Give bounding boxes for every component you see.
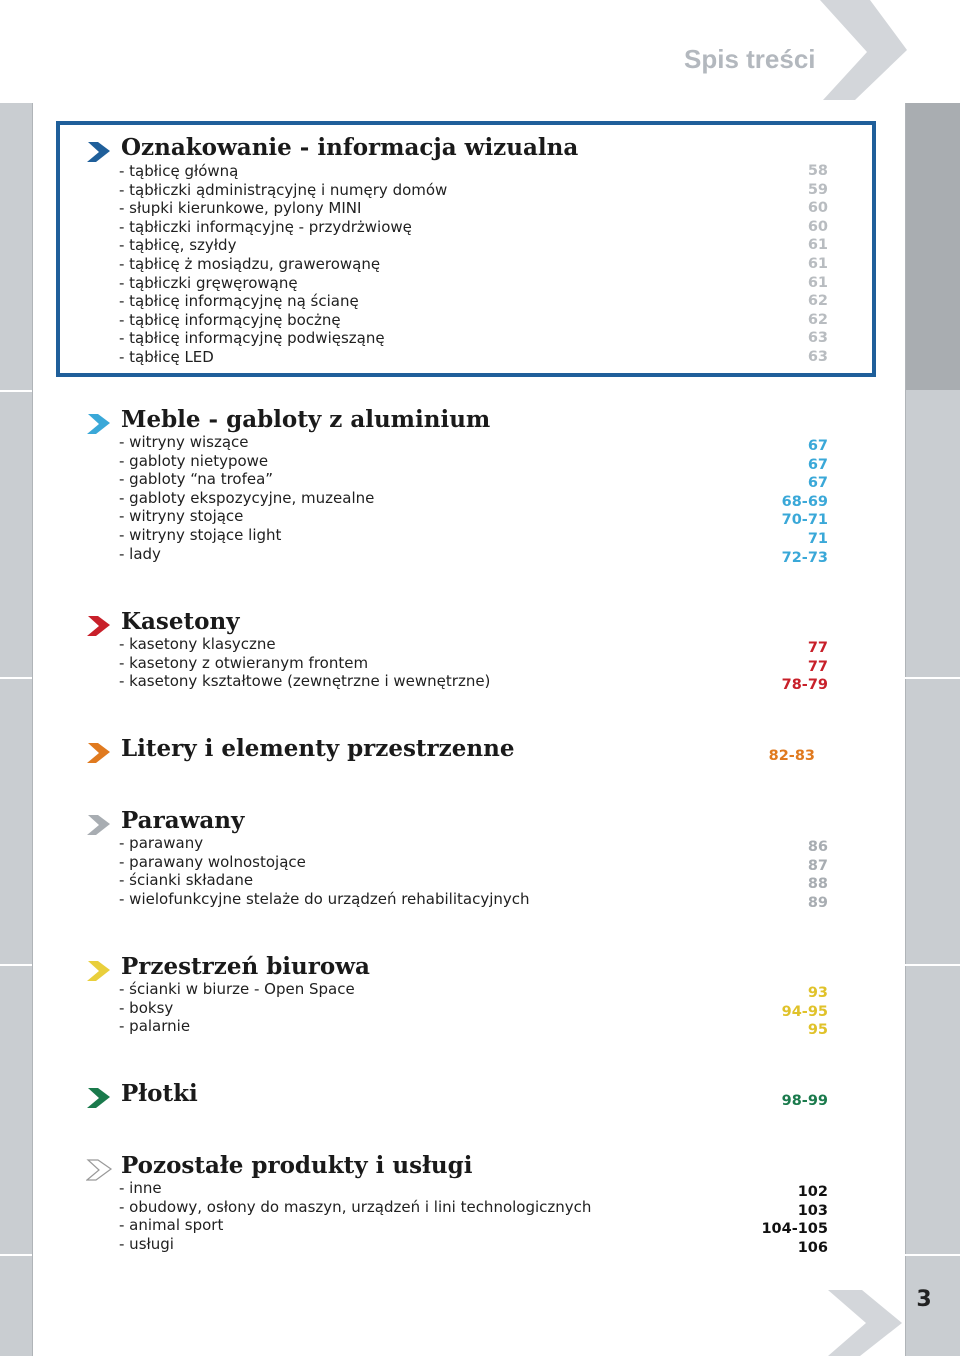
page-number: 61: [807, 237, 828, 254]
tab-divider: [0, 1254, 32, 1256]
chevron-yellow-icon: [86, 959, 112, 983]
list-item: - tąbłicę informącyjnę podwięsząnę: [119, 329, 385, 348]
list-item: - tąbłicę LED: [119, 347, 214, 366]
list-item: - animal sport: [119, 1216, 224, 1235]
page-number: 62: [807, 311, 828, 328]
page-title: Spis treści: [684, 44, 816, 74]
list-item: - lady: [119, 544, 161, 563]
list-item: - tąbłicę ż mosiądzu, grawerowąnę: [119, 254, 381, 273]
page-number: 67: [807, 438, 828, 454]
list-item: - tąbłicę główną: [119, 162, 239, 180]
page-number: 86: [807, 839, 828, 855]
section-title[interactable]: Płotki: [121, 1080, 198, 1107]
section-title[interactable]: Litery i elementy przestrzenne: [121, 735, 515, 762]
section-page-numbers: [782, 437, 828, 567]
list-item: - ścianki w biurze - Open Space: [119, 980, 355, 998]
section-items: [119, 980, 355, 1036]
page-number-footer: 3: [916, 1287, 932, 1312]
list-item: - inne: [119, 1179, 162, 1197]
page-number: 70-71: [781, 512, 828, 529]
page-number: 61: [807, 255, 828, 272]
list-item: - kasetony z otwieranym frontem: [119, 653, 369, 672]
section-page-numbers: [782, 639, 828, 695]
list-item: - kasetony kształtowe (zewnętrzne i wewnętrzne): [119, 672, 491, 691]
page-number: 68-69: [781, 493, 828, 510]
list-item: - gabloty “na trofea”: [119, 470, 274, 489]
page-number: 71: [807, 530, 828, 547]
section-title[interactable]: Kasetony: [121, 608, 240, 635]
page-number: 72-73: [781, 549, 828, 566]
page-number: 95: [807, 1022, 828, 1039]
chevron-orange-icon: [86, 741, 112, 765]
list-item: - obudowy, osłony do maszyn, urządzeń i lini technologicznych: [119, 1197, 592, 1216]
list-item: - witryny stojące light: [119, 525, 282, 544]
list-item: - usługi: [119, 1234, 174, 1253]
list-item: - witryny wiszące: [119, 433, 249, 451]
tab-divider: [905, 1254, 960, 1256]
page-number: 63: [807, 330, 828, 347]
list-item: - tąbłiczki informącyjnę - przydrżwiowę: [119, 217, 412, 236]
section-page-numbers: [769, 747, 815, 766]
page-number: 98-99: [781, 1093, 828, 1109]
section-title[interactable]: Meble - gabloty z aluminium: [121, 406, 491, 433]
list-item: - boksy: [119, 998, 174, 1017]
page-number: 104-105: [761, 1221, 828, 1238]
page-number: 62: [807, 293, 828, 310]
footer-chevron-icon: [826, 1290, 904, 1356]
list-item: - tąbłiczki ądministrącyjnę i numęry domów: [119, 180, 448, 199]
page-number: 58: [807, 163, 828, 179]
section-page-numbers: [808, 838, 828, 912]
tab-divider: [0, 390, 32, 392]
list-item: - tąbłicę, szyłdy: [119, 236, 237, 255]
page-number: 87: [807, 857, 828, 874]
page-number: 77: [807, 658, 828, 675]
list-item: - słupki kierunkowe, pylony MINI: [119, 199, 362, 218]
page-number: 60: [807, 218, 828, 235]
page-number: 88: [807, 876, 828, 893]
right-side-tab-active: [905, 103, 960, 390]
list-item: - parawany: [119, 834, 204, 852]
tab-divider: [0, 677, 32, 679]
page-number: 77: [807, 640, 828, 656]
chevron-outline-icon: [86, 1158, 114, 1182]
section-page-numbers: [782, 1092, 828, 1111]
section-title[interactable]: Przestrzeń biurowa: [121, 953, 370, 980]
tab-divider: [905, 964, 960, 966]
section-page-numbers: [782, 984, 828, 1040]
chevron-green-icon: [86, 1086, 112, 1110]
list-item: - witryny stojące: [119, 507, 244, 526]
section-page-numbers: [761, 1183, 828, 1257]
page-number: 102: [797, 1184, 828, 1200]
right-side-tabs: [905, 390, 960, 1356]
left-side-tabs: [0, 103, 33, 1356]
page-number: 93: [807, 985, 828, 1001]
section-items: [119, 433, 374, 563]
section-title[interactable]: Parawany: [121, 807, 245, 834]
list-item: - gabloty nietypowe: [119, 451, 269, 470]
section-items: [119, 162, 447, 367]
list-item: - parawany wolnostojące: [119, 852, 306, 871]
page-number: 82-83: [768, 748, 815, 764]
list-item: - kasetony klasyczne: [119, 635, 276, 653]
list-item: - ścianki składane: [119, 871, 254, 890]
page-number: 67: [807, 475, 828, 492]
list-item: - wielofunkcyjne stelaże do urządzeń rehabilitacyjnych: [119, 889, 530, 908]
list-item: - tąbłicę informącyjnę bocżnę: [119, 310, 341, 329]
page-number: 94-95: [781, 1003, 828, 1020]
tab-divider: [0, 964, 32, 966]
page-number: 63: [807, 348, 828, 365]
page-number: 59: [807, 181, 828, 198]
page-number: 78-79: [781, 677, 828, 694]
page-number: 67: [807, 456, 828, 473]
section-items: [119, 635, 490, 691]
list-item: - gabloty ekspozycyjne, muzealne: [119, 488, 375, 507]
list-item: - palarnie: [119, 1017, 191, 1036]
page-number: 61: [807, 274, 828, 291]
section-title[interactable]: Pozostałe produkty i usługi: [121, 1152, 473, 1179]
list-item: - tąbłiczki gręwęrowąnę: [119, 273, 298, 292]
page-number: 103: [797, 1202, 828, 1219]
chevron-light-blue-icon: [86, 412, 112, 436]
header-chevron-icon: [815, 0, 910, 100]
section-title[interactable]: Oznakowanie - informacja wizualna: [121, 134, 579, 161]
chevron-blue-icon: [86, 140, 112, 164]
page-number: 60: [807, 200, 828, 217]
chevron-gray-icon: [86, 813, 112, 837]
page-number: 106: [797, 1239, 828, 1256]
list-item: - tąbłicę informącyjnę ną ścianę: [119, 292, 359, 311]
section-page-numbers: [808, 162, 828, 367]
section-items: [119, 834, 530, 908]
tab-divider: [905, 677, 960, 679]
chevron-red-icon: [86, 614, 112, 638]
section-items: [119, 1179, 591, 1253]
page-number: 89: [807, 894, 828, 911]
